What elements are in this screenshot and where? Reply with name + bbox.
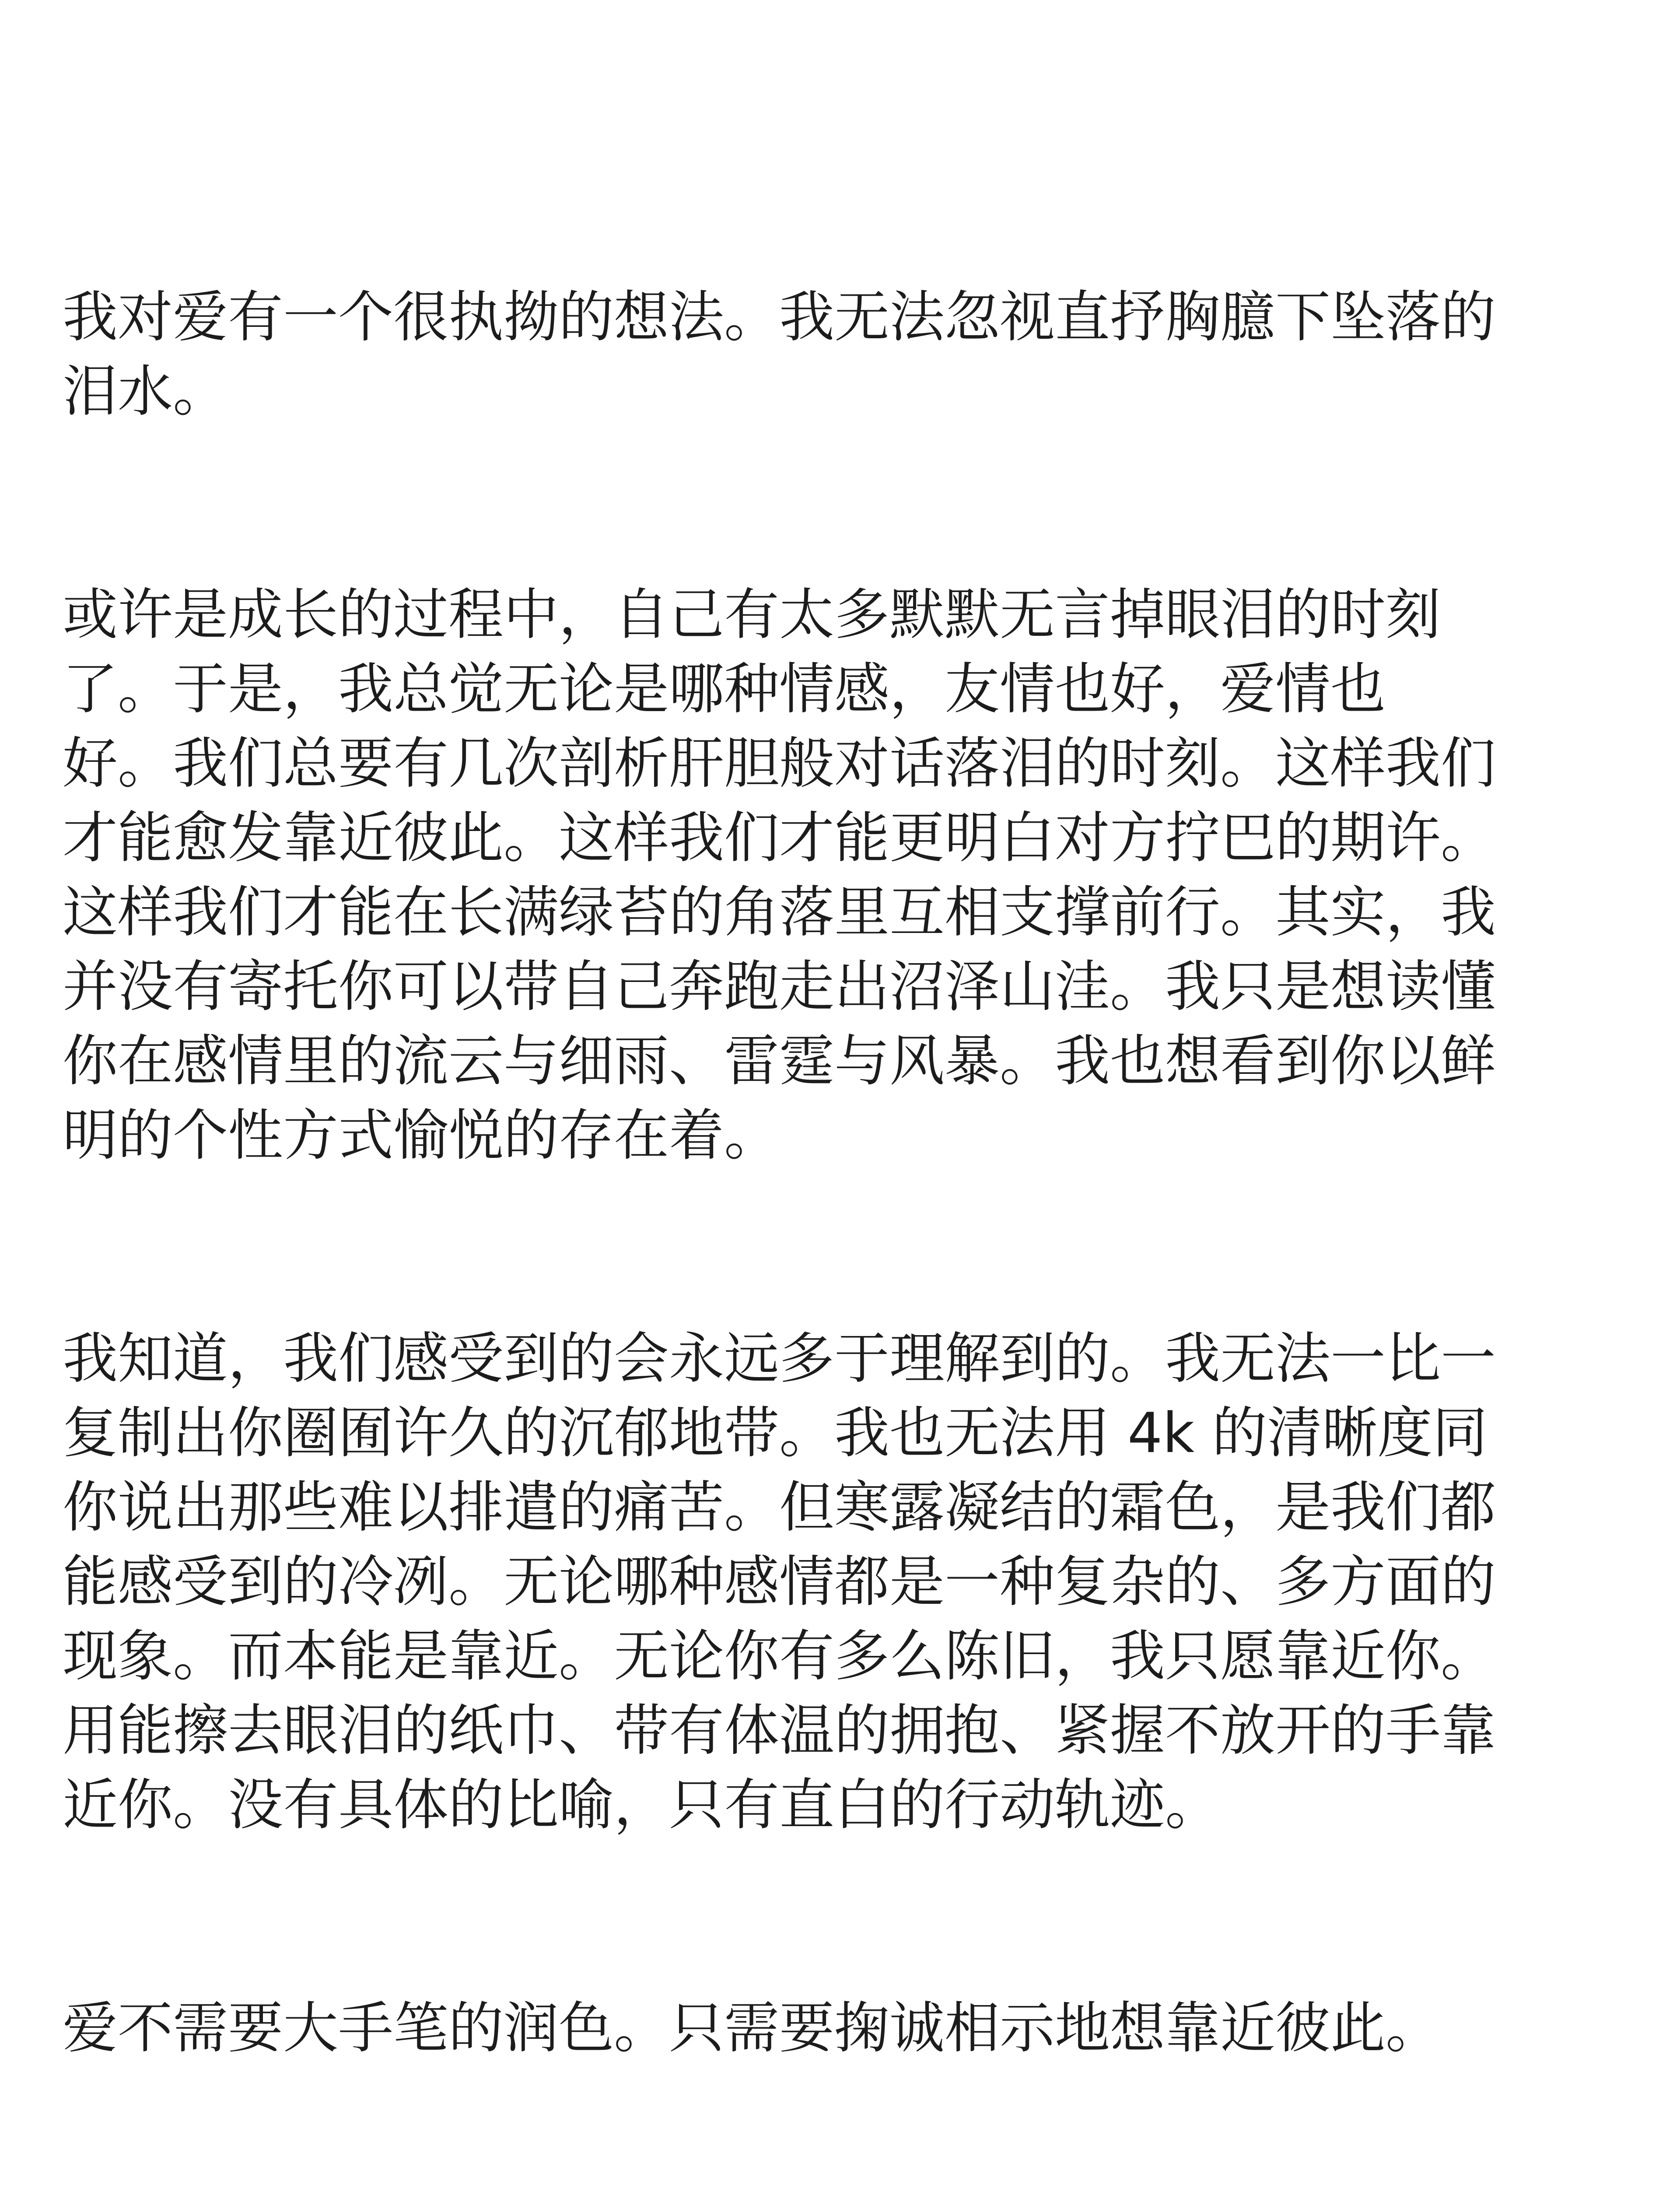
- paragraph-spacer: [63, 429, 1629, 578]
- paragraph-2: 或许是成长的过程中，自己有太多默默无言掉眼泪的时刻 了。于是，我总觉无论是哪种情感，友情也好，爱情也 好。我们总要有几次剖析肝胆般对话落泪的时刻。这样我们 才能愈发靠近彼此。这样我们才能更明白对方拧巴的期许。 这样我们才能在长满绿苔的角落里互相支撑前行。其实，我 并没有寄托你可以带自己奔跑走出沼泽山洼。我只是想读懂 你在感情里的流云与细雨、雷霆与风暴。我也想看到你以鲜 明的个性方式愉悦的存在着。: [63, 582, 1496, 1168]
- paragraph-3: 我知道，我们感受到的会永远多于理解到的。我无法一比一 复制出你圈囿许久的沉郁地带。我也无法用 4k 的清晰度同 你说出那些难以排遣的痛苦。但寒露凝结的霜色，是我们都 能感受到的冷冽。无论哪种感情都是一种复杂的、多方面的 现象。而本能是靠近。无论你有多么陈旧，我只愿靠近你。 用能擦去眼泪的纸巾、带有体温的拥抱、紧握不放开的手靠 近你。没有具体的比喻，只有直白的行动轨迹。: [63, 1326, 1496, 1837]
- paragraph-4: 爱不需要大手笔的润色。只需要掬诚相示地想靠近彼此。: [63, 1996, 1441, 2060]
- paragraph-1: 我对爱有一个很执拗的想法。我无法忽视直抒胸臆下坠落的 泪水。: [63, 285, 1496, 424]
- essay-body: [63, 280, 1629, 2065]
- paragraph-spacer: [63, 1842, 1629, 1991]
- paragraph-spacer: [63, 1173, 1629, 1322]
